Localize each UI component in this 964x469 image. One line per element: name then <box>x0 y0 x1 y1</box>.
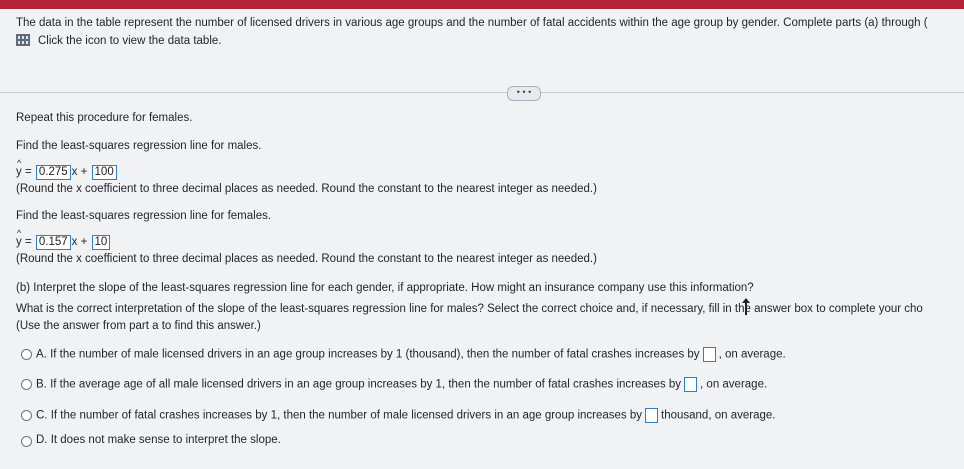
option-b-radio[interactable] <box>21 379 32 390</box>
data-table-link[interactable]: Click the icon to view the data table. <box>38 35 222 47</box>
females-rounding-note: (Round the x coefficient to three decimal places as needed. Round the constant to the nearest integer as needed.) <box>16 253 597 265</box>
data-table-icon[interactable] <box>16 34 30 46</box>
males-y-prefix: ^ y = <box>16 166 32 178</box>
option-b-letter: B. <box>36 378 47 391</box>
expand-ellipsis-button[interactable]: • • • <box>507 86 541 101</box>
males-prompt: Find the least-squares regression line for males. <box>16 140 262 152</box>
section-divider <box>0 92 964 93</box>
part-b-hint: (Use the answer from part a to find this answer.) <box>16 320 261 332</box>
option-c-radio[interactable] <box>21 410 32 421</box>
option-d[interactable] <box>36 434 281 446</box>
part-b-subquestion: What is the correct interpretation of the slope of the least-squares regression line for males? Select the correct choice and, if necessary, fill in the answer box to complete your cho <box>16 303 923 315</box>
top-bar <box>0 0 964 9</box>
part-b-text: Interpret the slope of the least-squares regression line for each gender, if appropriate. How might an insurance company use this information? <box>33 282 754 294</box>
repeat-instruction: Repeat this procedure for females. <box>16 112 193 124</box>
females-coefficient-input[interactable]: 0.157 <box>36 235 71 250</box>
option-c-suffix: thousand, on average. <box>661 409 776 422</box>
option-a-letter: A. <box>36 348 47 361</box>
males-constant-input[interactable]: 100 <box>92 165 117 180</box>
part-b-label: (b) <box>16 282 31 294</box>
option-b-suffix: , on average. <box>700 378 768 391</box>
option-a-radio[interactable] <box>21 349 32 360</box>
males-rounding-note: (Round the x coefficient to three decimal places as needed. Round the constant to the nearest integer as needed.) <box>16 183 597 195</box>
option-a-suffix: , on average. <box>718 348 786 361</box>
females-x-plus: x + <box>71 236 88 248</box>
option-a[interactable] <box>36 347 786 362</box>
females-prompt: Find the least-squares regression line for females. <box>16 210 272 222</box>
option-b[interactable] <box>36 377 767 392</box>
option-c[interactable] <box>36 408 775 423</box>
option-d-radio[interactable] <box>21 436 32 447</box>
males-coefficient-input[interactable]: 0.275 <box>36 165 71 180</box>
option-d-letter: D. <box>36 434 48 446</box>
males-x-plus: x + <box>71 166 88 178</box>
option-a-text: If the number of male licensed drivers in an age group increases by 1 (thousand), then the number of fatal crashes increases by <box>50 348 700 361</box>
option-c-letter: C. <box>36 409 48 422</box>
part-b-question <box>16 282 754 294</box>
option-c-answer-box[interactable] <box>645 408 658 423</box>
males-equation <box>16 165 118 180</box>
question-intro: The data in the table represent the number of licensed drivers in various age groups and the number of fatal accidents within the age group by gender. Complete parts (a) through ( <box>16 17 928 29</box>
option-b-answer-box[interactable] <box>684 377 697 392</box>
option-d-text: It does not make sense to interpret the slope. <box>50 434 281 446</box>
females-constant-input[interactable]: 10 <box>92 235 111 250</box>
females-y-prefix: ^ y = <box>16 236 32 248</box>
question-page <box>0 9 964 469</box>
option-a-answer-box[interactable] <box>703 347 716 362</box>
option-c-text: If the number of fatal crashes increases by 1, then the number of male licensed drivers in an age group increases by <box>50 409 642 422</box>
females-equation <box>16 235 111 250</box>
option-b-text: If the average age of all male licensed drivers in an age group increases by 1, then the number of fatal crashes increases by <box>50 378 682 391</box>
